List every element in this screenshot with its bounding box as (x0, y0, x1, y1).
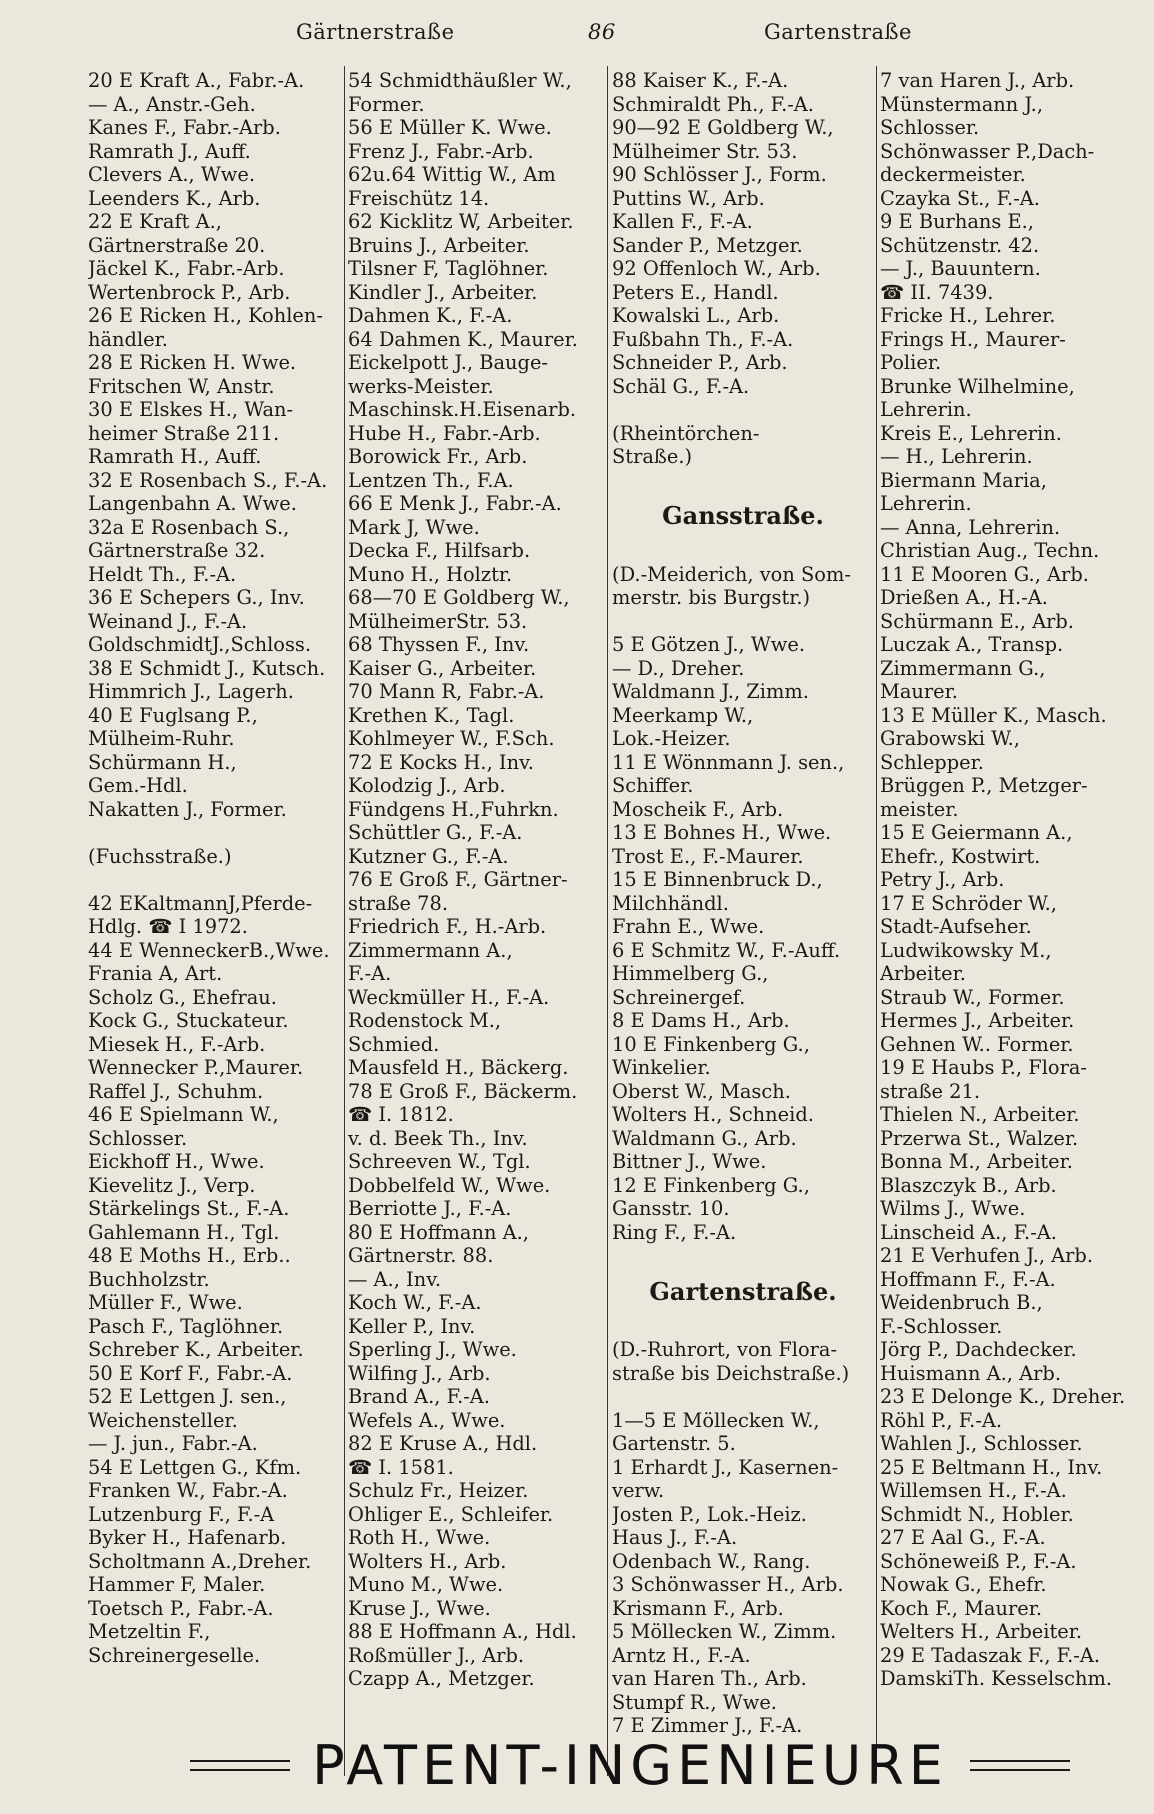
directory-entry: 13 E Bohnes H., Wwe. (612, 821, 832, 844)
directory-entry: 90 Schlösser J., Form. (612, 163, 827, 186)
directory-entry: Fündgens H.,Fuhrkn. (348, 797, 559, 821)
directory-entry: Frahn E., Wwe. (612, 915, 765, 938)
header-left-street: Gärtnerstraße (296, 20, 455, 44)
directory-entry: Wilms J., Wwe. (880, 1197, 1026, 1220)
directory-entry: 42 EKaltmannJ,Pferde- (88, 891, 313, 915)
directory-entry: Mülheimer Str. 53. (612, 139, 798, 163)
directory-entry: MülheimerStr. 53. (348, 609, 528, 633)
directory-entry: 52 E Lettgen J. sen., (88, 1385, 287, 1408)
directory-entry: Bittner J., Wwe. (612, 1150, 767, 1173)
directory-entry: Waldmann J., Zimm. (612, 680, 809, 703)
directory-entry: 88 E Hoffmann A., Hdl. (348, 1620, 577, 1643)
directory-entry: Kruse J., Wwe. (348, 1596, 491, 1620)
directory-entry: Wilfing J., Arb. (348, 1361, 491, 1385)
directory-entry: Wahlen J., Schlosser. (880, 1432, 1083, 1455)
directory-entry: Hermes J., Arbeiter. (880, 1009, 1075, 1032)
directory-entry: Raffel J., Schuhm. (88, 1079, 264, 1103)
directory-entry: Ohliger E., Schleifer. (348, 1502, 554, 1526)
directory-entry: Heldt Th., F.-A. (88, 562, 237, 586)
directory-entry: ☎ II. 7439. (880, 280, 994, 304)
directory-entry: 54 E Lettgen G., Kfm. (88, 1455, 302, 1479)
directory-entry: Münstermann J., (880, 92, 1044, 116)
directory-entry: Miesek H., F.-Arb. (88, 1032, 266, 1056)
street-heading: Gartenstraße. (649, 1276, 837, 1306)
directory-entry: Straße.) (612, 445, 693, 468)
directory-entry: Schützenstr. 42. (880, 233, 1040, 257)
directory-entry: 28 E Ricken H. Wwe. (88, 351, 297, 374)
directory-entry: ☎ I. 1581. (348, 1455, 454, 1479)
directory-entry: Lehrerin. (880, 492, 972, 515)
column-1 (88, 69, 348, 1667)
directory-entry: v. d. Beek Th., Inv. (348, 1126, 528, 1150)
directory-entry: Gärtnerstraße 32. (88, 539, 266, 562)
directory-entry: 15 E Binnenbruck D., (612, 868, 823, 891)
directory-entry: Waldmann G., Arb. (612, 1126, 797, 1150)
directory-entry: Gahlemann H., Tgl. (88, 1220, 280, 1244)
directory-entry: 32a E Rosenbach S., (88, 515, 290, 539)
directory-entry: (Rheintörchen- (612, 421, 760, 445)
directory-entry: Weidenbruch B., (880, 1291, 1043, 1314)
directory-entry: (D.-Ruhrort, von Flora- (612, 1338, 838, 1361)
directory-entry: Gehnen W.. Former. (880, 1032, 1074, 1056)
directory-entry: Weckmüller H., F.-A. (348, 985, 550, 1009)
directory-entry: van Haren Th., Arb. (612, 1667, 807, 1690)
directory-entry: Ramrath H., Auff. (88, 445, 262, 468)
directory-entry: Kutzner G., F.-A. (348, 844, 509, 868)
directory-entry: Nowak G., Ehefr. (880, 1573, 1047, 1596)
directory-entry: 46 E Spielmann W., (88, 1103, 279, 1126)
directory-entry: Ramrath J., Auff. (88, 139, 251, 163)
directory-entry: Mausfeld H., Bäckerg. (348, 1056, 569, 1079)
directory-entry: Willemsen H., F.-A. (880, 1479, 1067, 1502)
footer-rule-right (970, 1760, 1070, 1771)
directory-entry: Schlosser. (880, 116, 980, 139)
directory-entry: Weinand J., F.-A. (88, 609, 248, 633)
directory-entry: 11 E Wönnmann J. sen., (612, 750, 845, 774)
street-heading: Gansstraße. (662, 501, 824, 530)
header-right-street: Gartenstraße (764, 20, 912, 44)
directory-entry: Stumpf R., Wwe. (612, 1690, 777, 1714)
blank-line (612, 1385, 874, 1409)
directory-entry: Lehrerin. (880, 398, 972, 421)
directory-entry: Schürmann E., Arb. (880, 609, 1074, 633)
blank-line (612, 1244, 874, 1268)
directory-entry: Arntz H., F.-A. (612, 1643, 751, 1667)
directory-entry: Polier. (880, 351, 942, 374)
directory-entry: F.-A. (348, 962, 392, 985)
directory-entry: Mark J, Wwe. (348, 515, 480, 539)
directory-entry: Welters H., Arbeiter. (880, 1620, 1083, 1643)
directory-entry: Ludwikowsky M., (880, 938, 1052, 962)
directory-entry: Czayka St., F.-A. (880, 186, 1040, 210)
directory-entry: 88 Kaiser K., F.-A. (612, 69, 789, 92)
directory-entry: 22 E Kraft A., (88, 210, 222, 233)
directory-entry: — A., Inv. (348, 1267, 442, 1291)
directory-entry: Schneider P., Arb. (612, 351, 788, 374)
directory-entry: meister. (880, 797, 959, 821)
directory-entry: Schulz Fr., Heizer. (348, 1479, 529, 1502)
directory-entry: straße bis Deichstraße.) (612, 1361, 850, 1385)
directory-entry: Moscheik F., Arb. (612, 797, 784, 821)
directory-entry: Roth H., Wwe. (348, 1526, 491, 1549)
directory-entry: Eickhoff H., Wwe. (88, 1150, 265, 1173)
directory-entry: Drießen A., H.-A. (880, 586, 1048, 609)
blank-line (612, 1315, 874, 1339)
directory-entry: Bonna M., Arbeiter. (880, 1150, 1073, 1173)
directory-entry: 15 E Geiermann A., (880, 821, 1073, 844)
directory-entry: Schreinergef. (612, 985, 746, 1009)
directory-entry: 40 E Fuglsang P., (88, 703, 258, 727)
directory-entry: 7 van Haren J., Arb. (880, 69, 1075, 92)
directory-entry: 78 E Groß F., Bäckerm. (348, 1079, 578, 1103)
directory-entry: 92 Offenloch W., Arb. (612, 257, 821, 280)
directory-entry: F.-Schlosser. (880, 1314, 1003, 1338)
directory-entry: Byker H., Hafenarb. (88, 1526, 287, 1549)
directory-entry: Christian Aug., Techn. (880, 539, 1100, 562)
directory-entry: Grabowski W., (880, 727, 1020, 750)
directory-entry: Peters E., Handl. (612, 280, 779, 304)
directory-entry: Kaiser G., Arbeiter. (348, 656, 537, 680)
directory-entry: Maschinsk.H.Eisenarb. (348, 398, 577, 421)
directory-entry: Fricke H., Lehrer. (880, 304, 1056, 327)
directory-entry: Ehefr., Kostwirt. (880, 844, 1041, 868)
directory-entry: 50 E Korf F., Fabr.-A. (88, 1361, 293, 1385)
directory-entry: Gansstr. 10. (612, 1197, 730, 1220)
directory-entry: 44 E WenneckerB.,Wwe. (88, 938, 330, 962)
directory-entry: Gem.-Hdl. (88, 774, 188, 797)
blank-line (612, 539, 874, 563)
directory-entry: Schreinergeselle. (88, 1643, 261, 1667)
directory-entry: Scholz G., Ehefrau. (88, 985, 277, 1009)
directory-entry: Pasch F., Taglöhner. (88, 1314, 284, 1338)
directory-entry: Zimmermann G., (880, 656, 1046, 680)
directory-entry: Decka F., Hilfsarb. (348, 539, 531, 562)
directory-entry: händler. (88, 327, 168, 351)
directory-entry: 12 E Finkenberg G., (612, 1173, 810, 1197)
directory-entry: Schmidt N., Hobler. (880, 1502, 1074, 1526)
directory-entry: 48 E Moths H., Erb.. (88, 1244, 291, 1267)
directory-entry: Bruins J., Arbeiter. (348, 233, 530, 257)
directory-entry: Dahmen K., F.-A. (348, 304, 513, 327)
directory-entry: straße 78. (348, 891, 449, 915)
directory-entry: Koch W., F.-A. (348, 1291, 482, 1314)
directory-entry: — J., Bauuntern. (880, 257, 1041, 280)
directory-entry: Biermann Maria, (880, 468, 1047, 492)
directory-entry: Kanes F., Fabr.-Arb. (88, 116, 281, 139)
blank-line (88, 868, 348, 892)
directory-entry: Odenbach W., Rang. (612, 1549, 811, 1573)
directory-entry: 76 E Groß F., Gärtner- (348, 868, 568, 891)
directory-entry: merstr. bis Burgstr.) (612, 586, 811, 609)
directory-entry: Brunke Wilhelmine, (880, 374, 1075, 398)
directory-entry: 9 E Burhans E., (880, 210, 1034, 233)
blank-line (612, 610, 874, 634)
directory-entry: 25 E Beltmann H., Inv. (880, 1455, 1103, 1479)
page-number: 86 (588, 20, 616, 44)
directory-entry: Brand A., F.-A. (348, 1385, 490, 1408)
column-divider (607, 66, 608, 1776)
directory-entry: Lentzen Th., F.A. (348, 468, 514, 492)
directory-entry: 1—5 E Möllecken W., (612, 1408, 820, 1432)
directory-entry: Schreber K., Arbeiter. (88, 1338, 304, 1361)
directory-entry: Wolters H., Arb. (348, 1549, 507, 1573)
directory-entry: Krismann F., Arb. (612, 1596, 784, 1620)
directory-entry: DamskiTh. Kesselschm. (880, 1667, 1113, 1690)
directory-entry: Koch F., Maurer. (880, 1596, 1043, 1620)
blank-line (88, 821, 348, 845)
directory-entry: Fritschen W, Anstr. (88, 374, 275, 398)
directory-entry: deckermeister. (880, 163, 1026, 186)
directory-entry: Kievelitz J., Verp. (88, 1173, 256, 1197)
directory-entry: 17 E Schröder W., (880, 891, 1057, 915)
directory-entry: (D.-Meiderich, von Som- (612, 562, 851, 586)
directory-entry: Kowalski L., Arb. (612, 304, 780, 327)
directory-entry: Schlepper. (880, 750, 984, 774)
directory-entry: 26 E Ricken H., Kohlen- (88, 304, 323, 327)
directory-entry: Ring F., F.-A. (612, 1220, 737, 1244)
directory-entry: — J. jun., Fabr.-A. (88, 1432, 258, 1455)
directory-entry: Tilsner F, Taglöhner. (348, 257, 549, 280)
directory-entry: Schürmann H., (88, 750, 237, 774)
directory-entry: 62u.64 Wittig W., Am (348, 163, 556, 186)
directory-entry: Fußbahn Th., F.-A. (612, 327, 794, 351)
footer-advertisement (160, 1730, 1100, 1800)
directory-entry: Wertenbrock P., Arb. (88, 280, 291, 304)
directory-entry: 20 E Kraft A., Fabr.-A. (88, 69, 305, 92)
directory-entry: 3 Schönwasser H., Arb. (612, 1573, 844, 1596)
directory-entry: Winkelier. (612, 1056, 711, 1079)
directory-entry: — H., Lehrerin. (880, 445, 1033, 468)
column-4 (880, 69, 1142, 1691)
directory-entry: 23 E Delonge K., Dreher. (880, 1385, 1126, 1408)
directory-entry: Schmiraldt Ph., F.-A. (612, 92, 814, 116)
directory-entry: Blaszczyk B., Arb. (880, 1173, 1057, 1197)
directory-entry: Gärtnerstr. 88. (348, 1244, 494, 1267)
directory-entry: Przerwa St., Walzer. (880, 1126, 1079, 1150)
directory-entry: 21 E Verhufen J., Arb. (880, 1244, 1094, 1267)
directory-entry: Berriotte J., F.-A. (348, 1197, 512, 1220)
directory-entry: — A., Anstr.-Geh. (88, 92, 256, 116)
directory-entry: — D., Dreher. (612, 656, 745, 680)
directory-entry: Zimmermann A., (348, 938, 513, 962)
directory-entry: Milchhändl. (612, 891, 729, 915)
directory-entry: Muno H., Holztr. (348, 562, 513, 586)
directory-entry: Wennecker P.,Maurer. (88, 1056, 304, 1079)
directory-entry: Himmelberg G., (612, 962, 769, 985)
directory-entry: 66 E Menk J., Fabr.-A. (348, 492, 562, 515)
directory-entry: Friedrich F., H.-Arb. (348, 915, 547, 938)
directory-entry: 5 Möllecken W., Zimm. (612, 1620, 837, 1643)
directory-entry: Leenders K., Arb. (88, 186, 261, 210)
directory-entry: 5 E Götzen J., Wwe. (612, 633, 806, 656)
directory-entry: Haus J., F.-A. (612, 1526, 738, 1549)
directory-entry: 10 E Finkenberg G., (612, 1032, 810, 1056)
directory-entry: 68—70 E Goldberg W., (348, 586, 570, 609)
directory-entry: GoldschmidtJ.,Schloss. (88, 633, 312, 656)
directory-entry: Sander P., Metzger. (612, 233, 803, 257)
directory-entry: Gartenstr. 5. (612, 1432, 736, 1455)
directory-entry: 62 Kicklitz W, Arbeiter. (348, 210, 574, 233)
directory-entry: Keller P., Inv. (348, 1314, 476, 1338)
directory-entry: Gärtnerstraße 20. (88, 233, 266, 257)
directory-entry: Himmrich J., Lagerh. (88, 680, 294, 703)
directory-entry: Frings H., Maurer- (880, 327, 1066, 351)
directory-entry: Wolters H., Schneid. (612, 1103, 814, 1126)
directory-entry: Frenz J., Fabr.-Arb. (348, 139, 534, 163)
directory-entry: 29 E Tadaszak F., F.-A. (880, 1643, 1100, 1667)
directory-entry: Schönwasser P.,Dach- (880, 139, 1095, 163)
directory-entry: 32 E Rosenbach S., F.-A. (88, 468, 328, 492)
directory-entry: Weichensteller. (88, 1408, 238, 1432)
directory-entry: Röhl P., F.-A. (880, 1408, 1003, 1432)
directory-entry: Scholtmann A.,Dreher. (88, 1549, 312, 1573)
directory-entry: (Fuchsstraße.) (88, 844, 232, 868)
directory-entry: Borowick Fr., Arb. (348, 445, 528, 468)
directory-entry: 36 E Schepers G., Inv. (88, 586, 305, 609)
directory-entry: Brüggen P., Metzger- (880, 774, 1088, 797)
directory-entry: Schöneweiß P., F.-A. (880, 1549, 1077, 1573)
directory-entry: Linscheid A., F.-A. (880, 1220, 1057, 1244)
directory-entry: Nakatten J., Former. (88, 797, 287, 821)
directory-entry: Kock G., Stuckateur. (88, 1009, 289, 1032)
directory-entry: Josten P., Lok.-Heiz. (612, 1502, 807, 1526)
directory-entry: Kohlmeyer W., F.Sch. (348, 727, 555, 750)
directory-entry: Arbeiter. (880, 962, 966, 985)
directory-entry: Clevers A., Wwe. (88, 163, 255, 186)
directory-entry: 38 E Schmidt J., Kutsch. (88, 656, 326, 680)
directory-entry: 1 Erhardt J., Kasernen- (612, 1455, 839, 1479)
directory-entry: Eickelpott J., Bauge- (348, 351, 548, 374)
directory-entry: Hammer F, Maler. (88, 1573, 266, 1596)
directory-entry: 64 Dahmen K., Maurer. (348, 327, 578, 351)
directory-entry: Metzeltin F., (88, 1620, 211, 1643)
directory-entry: 7 E Zimmer J., F.-A. (612, 1714, 803, 1737)
directory-entry: Lutzenburg F., F.-A (88, 1502, 275, 1526)
directory-entry: 13 E Müller K., Masch. (880, 703, 1107, 727)
directory-entry: Maurer. (880, 680, 958, 703)
directory-entry: Kallen F., F.-A. (612, 210, 753, 233)
directory-entry: Thielen N., Arbeiter. (880, 1103, 1080, 1126)
directory-entry: Müller F., Wwe. (88, 1291, 243, 1314)
directory-entry: Buchholzstr. (88, 1267, 210, 1291)
directory-entry: Dobbelfeld W., Wwe. (348, 1173, 551, 1197)
footer-rule-left (190, 1760, 290, 1771)
directory-entry: Hube H., Fabr.-Arb. (348, 421, 541, 445)
directory-entry: Meerkamp W., (612, 703, 754, 727)
directory-entry: Roßmüller J., Arb. (348, 1643, 525, 1667)
directory-entry: Mülheim-Ruhr. (88, 727, 235, 750)
directory-entry: 11 E Mooren G., Arb. (880, 562, 1089, 586)
directory-entry: Muno M., Wwe. (348, 1573, 504, 1596)
directory-entry: Hoffmann F., F.-A. (880, 1267, 1056, 1291)
directory-entry: Wefels A., Wwe. (348, 1408, 506, 1432)
directory-entry: straße 21. (880, 1079, 981, 1103)
directory-entry: Schmied. (348, 1032, 440, 1056)
directory-entry: Stärkelings St., F.-A. (88, 1197, 290, 1220)
directory-entry: Langenbahn A. Wwe. (88, 492, 297, 515)
directory-entry: Frania A, Art. (88, 962, 223, 985)
directory-entry: Schreeven W., Tgl. (348, 1150, 531, 1173)
directory-entry: Schiffer. (612, 774, 694, 797)
directory-entry: 54 Schmidthäußler W., (348, 69, 572, 92)
directory-entry: — Anna, Lehrerin. (880, 515, 1061, 539)
directory-entry: 56 E Müller K. Wwe. (348, 116, 552, 139)
directory-entry: Toetsch P., Fabr.-A. (88, 1596, 274, 1620)
blank-line (612, 398, 874, 422)
column-3 (612, 69, 874, 1738)
directory-entry: Oberst W., Masch. (612, 1079, 791, 1103)
directory-entry: 6 E Schmitz W., F.-Auff. (612, 938, 841, 962)
directory-entry: Rodenstock M., (348, 1009, 502, 1032)
directory-entry: Trost E., F.-Maurer. (612, 844, 804, 868)
directory-entry: Petry J., Arb. (880, 868, 1005, 891)
blank-line (612, 469, 874, 493)
directory-entry: Luczak A., Transp. (880, 633, 1064, 656)
directory-entry: 68 Thyssen F., Inv. (348, 633, 530, 656)
directory-entry: verw. (612, 1479, 665, 1502)
directory-entry: Straub W., Former. (880, 985, 1065, 1009)
directory-entry: 27 E Aal G., F.-A. (880, 1526, 1046, 1549)
directory-entry: Lok.-Heizer. (612, 727, 731, 750)
directory-entry: 19 E Haubs P., Flora- (880, 1056, 1087, 1079)
directory-entry: Schüttler G., F.-A. (348, 821, 523, 844)
directory-entry: 70 Mann R, Fabr.-A. (348, 680, 545, 703)
directory-entry: Kolodzig J., Arb. (348, 774, 506, 797)
directory-entry: Hdlg. ☎ I 1972. (88, 915, 248, 938)
directory-entry: Sperling J., Wwe. (348, 1338, 517, 1361)
directory-entry: ☎ I. 1812. (348, 1103, 454, 1126)
directory-entry: Franken W., Fabr.-A. (88, 1479, 288, 1502)
directory-entry: Schäl G., F.-A. (612, 374, 750, 398)
directory-entry: Kreis E., Lehrerin. (880, 421, 1062, 445)
directory-entry: 72 E Kocks H., Inv. (348, 750, 534, 774)
directory-entry: werks-Meister. (348, 374, 494, 398)
directory-entry: Jäckel K., Fabr.-Arb. (88, 257, 285, 280)
directory-entry: heimer Straße 211. (88, 421, 280, 445)
directory-entry: 8 E Dams H., Arb. (612, 1009, 790, 1032)
directory-entry: Former. (348, 92, 425, 116)
column-divider (876, 66, 877, 1776)
directory-entry: Kindler J., Arbeiter. (348, 280, 538, 304)
directory-entry: Stadt-Aufseher. (880, 915, 1032, 938)
directory-entry: Czapp A., Metzger. (348, 1667, 535, 1690)
directory-entry: Krethen K., Tagl. (348, 703, 515, 727)
directory-entry: Puttins W., Arb. (612, 186, 765, 210)
directory-entry: Huismann A., Arb. (880, 1361, 1061, 1385)
directory-entry: 80 E Hoffmann A., (348, 1220, 529, 1244)
directory-entry: 90—92 E Goldberg W., (612, 116, 834, 139)
directory-entry: Jörg P., Dachdecker. (880, 1338, 1077, 1361)
directory-entry: 30 E Elskes H., Wan- (88, 398, 294, 421)
directory-entry: Freischütz 14. (348, 186, 490, 210)
column-2 (348, 69, 605, 1691)
footer-text: PATENT-INGENIEURE (312, 1733, 948, 1797)
directory-entry: Schlosser. (88, 1126, 188, 1150)
directory-entry: 82 E Kruse A., Hdl. (348, 1432, 538, 1455)
